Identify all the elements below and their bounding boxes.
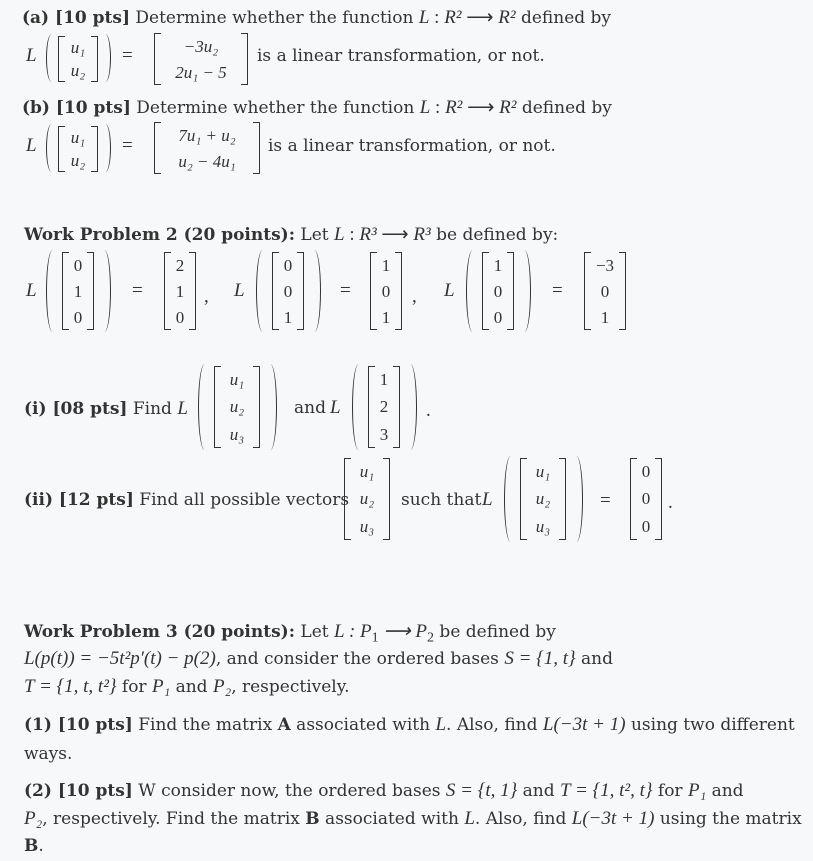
wp3-text: be defined by [434,622,556,642]
wp3-text: . Also, find [446,715,543,735]
vector-entry: 0 [493,281,503,301]
wp3-text: , respectively. [231,677,350,697]
map-L-a: L [26,45,37,66]
left-paren [198,364,211,450]
basis-S: S = {t, 1} [445,780,518,801]
space-P2: P₂ [212,676,232,697]
arrow: ⟶ [376,224,414,245]
wp3-text: for [652,781,688,801]
map-symbol: L [435,714,447,735]
space-P2: P₂ [24,808,43,829]
left-paren [352,364,365,450]
vector-entry: 0 [641,489,651,509]
vector-entry: 1 [283,307,293,327]
vector-entry: u₂ − 4u₁ [178,151,236,171]
basis-T: T = {1, t, t²} [24,676,117,697]
equals-sign: = [552,280,563,301]
left-paren [256,250,269,332]
vector-entry: 0 [283,281,293,301]
image-vector-1 [164,252,196,330]
vector-entry: 0 [493,307,503,327]
vector-entry: u₁ [359,462,375,482]
vector-entry: 1 [600,307,610,327]
left-paren [46,250,59,332]
image-vector-2 [370,252,402,330]
and-text: and [294,398,326,418]
equals-sign: = [122,45,133,66]
vector-entry: 0 [600,281,610,301]
problem-a-statement [22,6,611,29]
left-paren [504,456,517,542]
period: . [38,836,44,856]
vector-entry: 1 [73,281,83,301]
problem-a-tail: is a linear transformation, or not. [257,46,545,66]
vector-entry: 2 [379,397,389,417]
map-symbol: L [177,398,188,419]
left-paren [46,124,57,172]
generic-vector-i [214,366,260,448]
problem-b-text-end: defined by [516,98,612,118]
period: . [668,492,673,513]
vector-entry: 0 [283,255,293,275]
basis-vector-3 [482,252,514,330]
map-L-3: L [444,280,455,301]
vector-entry: 2 [175,255,185,275]
wp3-title: Work Problem 3 (20 points): [24,622,295,642]
wp3-text: using two different [625,715,795,735]
wp3-line-1 [24,620,556,646]
equals-sign: = [132,280,143,301]
arrow: ⟶ [461,7,499,28]
wp2-part-ii [24,490,349,510]
map-symbol: L [330,397,341,418]
vector-entry: u₃ [229,424,245,444]
vector-entry: u₁ [535,462,551,482]
vector-entry: u₃ [535,516,551,536]
wp3-text: , and consider the ordered bases [215,649,505,669]
map-symbol: L [334,224,345,245]
matrix-B: B [24,836,39,856]
vector-entry: u₁ [70,128,86,147]
eval-expression: L(−3t + 1) [542,714,626,735]
vector-entry: 7u₁ + u₂ [178,125,236,145]
vector-entry: 0 [641,516,651,536]
vector-entry: u₂ [229,397,245,417]
subscript: 2 [427,630,435,646]
equals-sign: = [122,135,133,156]
vector-entry: u₂ [359,489,375,509]
solution-vector [344,458,390,540]
right-paren [100,34,111,82]
codomain-space: R² [498,7,516,28]
vector-entry: 2u₁ − 5 [175,62,227,82]
wp3-text: associated with [319,809,465,829]
wp3-text: Let [295,622,334,642]
basis-vector-1 [62,252,94,330]
domain-space: R³ [359,224,377,245]
map-symbol: L [464,808,475,829]
matrix-A: A [277,715,291,735]
map-symbol: L [418,7,430,28]
right-paren [518,250,531,332]
domain-space: R² [444,7,462,28]
q1-label: (1) [10 pts] [24,715,133,735]
space-P1: P₁ [687,780,707,801]
wp2-part-i [24,398,188,420]
vector-entry: 1 [379,370,389,390]
input-vector-a [58,36,98,82]
vector-entry: 0 [73,255,83,275]
wp3-text: Find the matrix [132,715,278,735]
vector-entry: 1 [175,281,185,301]
part-i-label: (i) [08 pts] [24,399,128,419]
vector-entry: 0 [641,462,651,482]
problem-b-statement [22,96,612,119]
map-def-arrow: ⟶ P [378,621,428,642]
equals-sign: = [600,490,611,511]
wp3-q2-line-1 [24,780,744,802]
vector-entry: −3 [595,255,615,275]
q2-label: (2) [10 pts] [24,781,133,801]
codomain-space: R² [499,97,517,118]
wp3-q1-line-2: ways. [24,744,73,764]
map-L-1: L [26,280,37,301]
wp3-text: for [116,677,152,697]
vector-entry: 3 [379,424,389,444]
wp3-text: using the matrix [654,809,802,829]
left-paren [46,34,57,82]
kernel-vector [520,458,566,540]
image-vector-3 [584,252,626,330]
map-formula: L(p(t)) = −5t²p′(t) − p(2) [24,648,216,669]
space-P1: P₁ [151,676,171,697]
period: . [426,400,431,421]
map-L-b: L [26,135,37,156]
vector-entry: 0 [381,281,391,301]
wp3-text: and [706,781,744,801]
wp3-text: and [517,781,560,801]
left-paren [466,250,479,332]
wp2-title: Work Problem 2 (20 points): [24,225,295,245]
colon: : [430,97,446,118]
comma: , [204,286,209,307]
right-paren [264,364,277,450]
wp3-text: . Also, find [474,809,572,829]
problem-b-label: (b) [10 pts] [22,98,131,118]
vector-entry: 1 [493,255,503,275]
vector-entry: u₂ [535,489,551,509]
vector-entry: u₁ [70,38,86,57]
basis-T: T = {1, t², t} [560,780,653,801]
domain-space: R² [445,97,463,118]
right-paren [100,124,111,172]
arrow: ⟶ [462,97,500,118]
problem-a-label: (a) [10 pts] [22,8,130,28]
vector-123 [368,366,400,448]
wp3-text: , respectively. Find the matrix [42,809,306,829]
wp3-line-2 [24,648,613,670]
vector-entry: 1 [381,307,391,327]
equals-sign: = [340,280,351,301]
wp3-text: W consider now, the ordered bases [132,781,446,801]
vector-entry: 0 [175,307,185,327]
part-i-text: Find [127,399,178,419]
subscript: 1 [371,630,379,646]
part-ii-text: Find all possible vectors [133,490,350,510]
wp2-text-end: be defined by: [430,225,559,245]
output-vector-b [154,122,260,174]
output-vector-a [154,33,248,85]
problem-a-text: Determine whether the function [130,8,419,28]
such-that-text: such that [401,490,482,510]
map-symbol: L [482,489,493,510]
wp3-text: associated with [290,715,436,735]
wp2-text: Let [295,225,334,245]
problem-b-text: Determine whether the function [130,98,420,118]
right-paren [98,250,111,332]
vector-entry: u₂ [70,151,86,170]
vector-entry: u₁ [229,370,245,390]
map-symbol: L [419,97,431,118]
vector-entry: 1 [381,255,391,275]
basis-vector-2 [272,252,304,330]
input-vector-b [58,126,98,172]
vector-entry: 0 [73,307,83,327]
map-L-2: L [234,280,245,301]
problem-b-tail: is a linear transformation, or not. [268,136,556,156]
matrix-B: B [305,809,320,829]
basis-S: S = {1, t} [504,648,576,669]
right-paren [404,364,417,450]
wp3-q1-line-1 [24,714,795,736]
colon: : [429,7,445,28]
wp3-q2-line-3 [24,836,44,856]
vector-entry: u₂ [70,61,86,80]
right-paren [308,250,321,332]
wp3-text: and [575,649,613,669]
colon: : [344,224,360,245]
codomain-space: R³ [413,224,431,245]
wp3-line-3 [24,676,350,698]
problem-a-text-end: defined by [515,8,612,28]
eval-expression: L(−3t + 1) [571,808,655,829]
right-paren [570,456,583,542]
part-ii-label: (ii) [12 pts] [24,490,134,510]
comma: , [412,286,417,307]
map-def: L : P [334,621,372,642]
zero-vector [630,458,662,540]
wp3-q2-line-2 [24,808,802,830]
vector-entry: −3u₂ [183,36,219,56]
vector-entry: u₃ [359,516,375,536]
wp2-statement [24,223,558,246]
wp3-text: and [170,677,213,697]
